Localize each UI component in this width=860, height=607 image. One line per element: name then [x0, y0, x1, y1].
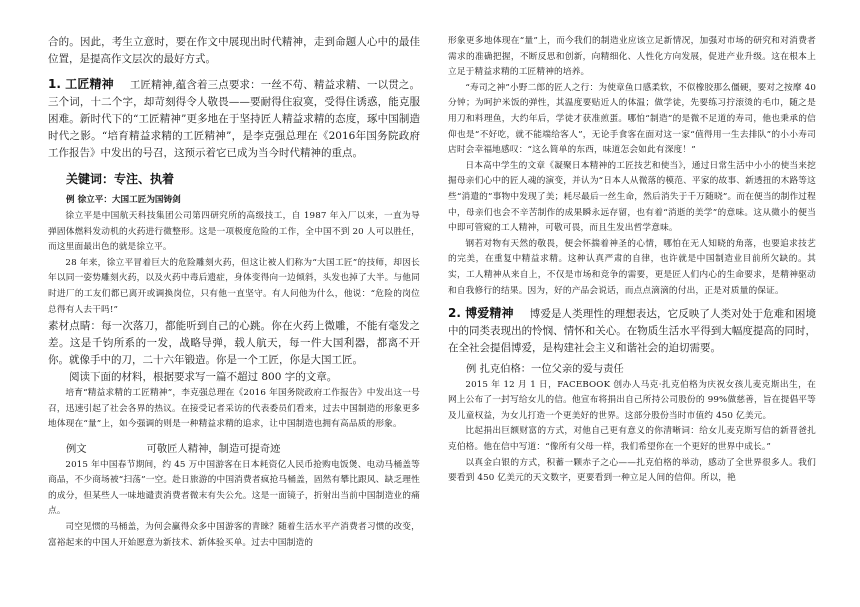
right-column: [448, 34, 816, 487]
intro-paragraph: 合的。因此，考生立意时，要在作文中展现出时代精神，走到命题人心中的最佳位置，是提高作文层次的最好方式。: [48, 36, 420, 65]
right-paragraph-1: 形象更多地体现在“量”上，而今我们的制造业应该立足新情况，加强对市场的研究和对消费者需求的准确把握，不断反思和创新，向精细化、人性化方向发展，促进产业升级。这在根本上立足于精益求精的工匠精神的培养。: [448, 36, 816, 78]
example-2-paragraph-2: 比起捐出巨额财富的方式，对他自己更有意义的你清晰词：给女儿麦克斯写信的新晋爸扎克伯格。他在信中写道：“像所有父母一样，我们希望你在一个更好的世界中成长。”: [448, 426, 816, 453]
section-2-paragraph: [448, 305, 816, 357]
section-1-heading: 1. 工匠精神: [48, 77, 114, 91]
section-2-heading: 2. 博爱精神: [448, 306, 514, 321]
section-2-text: 博爱是人类理性的理想表达，它反映了人类对处于危难和困境中的同类表现出的怜悯、情怀和关心。在物质生活水平得到大幅度提高的同时，在全社会提倡博爱，是构建社会主义和谐社会的迫切需要。: [448, 308, 816, 355]
example-2-title: 例 扎克伯格：一位父亲的爱与责任: [466, 363, 624, 376]
prompt-material: 培育“精益求精的工匠精神”，李克强总理在《2016 年国务院政府工作报告》中发出这一号召，迅速引起了社会各界的热议。在接受记者采访的代表委员们看来，过去中国制造的形象更多地体现在“量”上，如今强调的则是一种精益求精的追求，让中国制造也拥有高品质的形象。: [48, 388, 420, 430]
sample-essay-label: 例文: [66, 442, 87, 455]
sample-essay-title: 可敬匠人精神，制造可提奇迹: [146, 442, 281, 455]
sample-essay-paragraph-2: 司空见惯的马桶盖，为何会赢得众多中国游客的青睐？随着生活水平产消费者习惯的改变，富裕起来的中国人开始愿意为新技术、新体验买单。过去中国制造的: [48, 521, 420, 548]
example-2-paragraph-3: 以真金白银的方式，积蓄一颗赤子之心——扎克伯格的举动，感动了全世界很多人。我们要看到 450 亿美元的天文数字，更要看到一种立足人间的信仰。所以，艳: [448, 457, 816, 484]
example-1-paragraph-1: 徐立平是中国航天科技集团公司第四研究所的高级技工，自 1987 年入厂以来，一直为导弹固体燃料发动机的火药进行微整形。这是一项极度危险的工作，全中国不到 20 人可以胜任，而这里面最出色的就是徐立平。: [48, 211, 420, 253]
sample-essay-header: [66, 441, 420, 458]
writing-prompt: 阅读下面的材料，根据要求写一篇不超过 800 字的文章。: [69, 371, 338, 384]
sample-essay-paragraph-1: 2015 年中国春节期间，约 45 万中国游客在日本耗资亿人民币抢购电饭煲、电动马桶盖等商品，不少商场被“扫荡”一空。赴日旅游的中国消费者疯抢马桶盖，固然有攀比跟风、缺乏理性的成分，但某些人一味地谴责消费者微末有失公允。这是一面镜子，折射出当前中国制造业的痛点。: [48, 459, 420, 517]
right-paragraph-3: 日本高中学生的文章《凝聚日本精神的工匠技艺和使当》，通过日常生活中小小的使当来挖掘母亲们心中的匠人魂的演变，并认为“日本人从微落的模范、平家的故事、新透扭的木路等这些“消遣的”事物中发现了美；耗尽最后一丝生命，然后消失于千万随晓”。而在便当的制作过程中，母亲们也会不辛苦制作的成果瞬永远存留，也有着“消逝的美学”的意味。这从微小的便当中即可管窥的工人精神，可敬可畏，而且生发出哲学意味。: [448, 160, 816, 234]
right-paragraph-4: 钢若对物有天然的敬畏，便会怀揣着神圣的心情，哪怕在无人知晓的角落，也要追求技艺的完美，在重复中精益求精。这种认真严肃的自律，也许就是中国制造业目前所欠缺的。其实，工人精神从来自上，不仅是市场和竞争的需要，更是匠人们内心的生命要求，是精神驱动和自我修行的结果。因为，好的产品会说话，而点点滴滴的付出，正是对质量的保证。: [448, 238, 816, 296]
left-column: [48, 34, 420, 551]
section-1-text: 工匠精神,蕴含着三点要求：一丝不苟、精益求精、一以贯之。三个词，十二个字，却苛刻得令人敬畏——要耐得住寂寞，受得住诱惑，能克服困难。新时代下的“工匠精神”更多地在于坚持匠人精益求精的态度，琢中国制造时代之影。“培育精益求精的工匠精神”，是李克强总理在《2016年国务院政府工作报告》中发出的号召，这预示着它已成为当今时代精神的重点。: [48, 79, 420, 159]
example-1-paragraph-2: 28 年来，徐立平冒着巨大的危险雕刻火药，但这让被人们称为“大国工匠”的技师，却因长年以同一姿势雕刻火药，以及火药中毒后遗症，身体变得向一边倾斜，头发也掉了大半。与他同时进厂的工友们都已离开或调换岗位，只有他一直坚守。有人问他为什么，他说：“危险的岗位总得有人去干吗!”: [48, 257, 420, 315]
example-2-paragraph-1: 2015 年 12 月 1 日，FACEBOOK 创办人马克·扎克伯格为庆祝女孩儿麦克斯出生，在网上公布了一封写给女儿的信。他宣布将捐出自己所持公司股份的 99%做慈善，旨在提倡平等及儿童权益，为女儿打造一个更美好的世界。这部分股份当时市值约 450 亿美元。: [448, 379, 816, 421]
right-paragraph-2: “寿司之神”小野二郎的匠人之行：为使章鱼口感柔软，不似橡胶那么僵硬，要对之按摩 40 分钟；为呵护米饭的弹性，其温度要贴近人的体温；做学徒，先要练习拧滚烫的毛巾，随之是用刀和料理鱼，大约年后，学徒才获准煎蛋。哪怕“制造”的是微不足道的寿司，他也秉承的信仰也是“不好吃，就不能端给客人”，无论手食客在面对这一家“值得用一生去排队”的小小寿司店时会幸福地感叹：“这么简单的东西，味道怎会如此有深度！”: [448, 82, 816, 156]
material-highlight: 素材点睛：每一次落刀，都能听到自己的心跳。你在火药上微雕，不能有毫发之差。这是千钧所系的一发，战略导弹，载人航天，每一件大国利器，都离不开你。就像手中的刀，二十六年锻造。你是一个工匠，你是大国工匠。: [48, 320, 420, 367]
section-1-paragraph: [48, 76, 420, 162]
keywords-heading: 关键词：专注、执着: [66, 172, 175, 186]
example-1-title: 例 徐立平：大国工匠为国铸剑: [66, 195, 181, 205]
